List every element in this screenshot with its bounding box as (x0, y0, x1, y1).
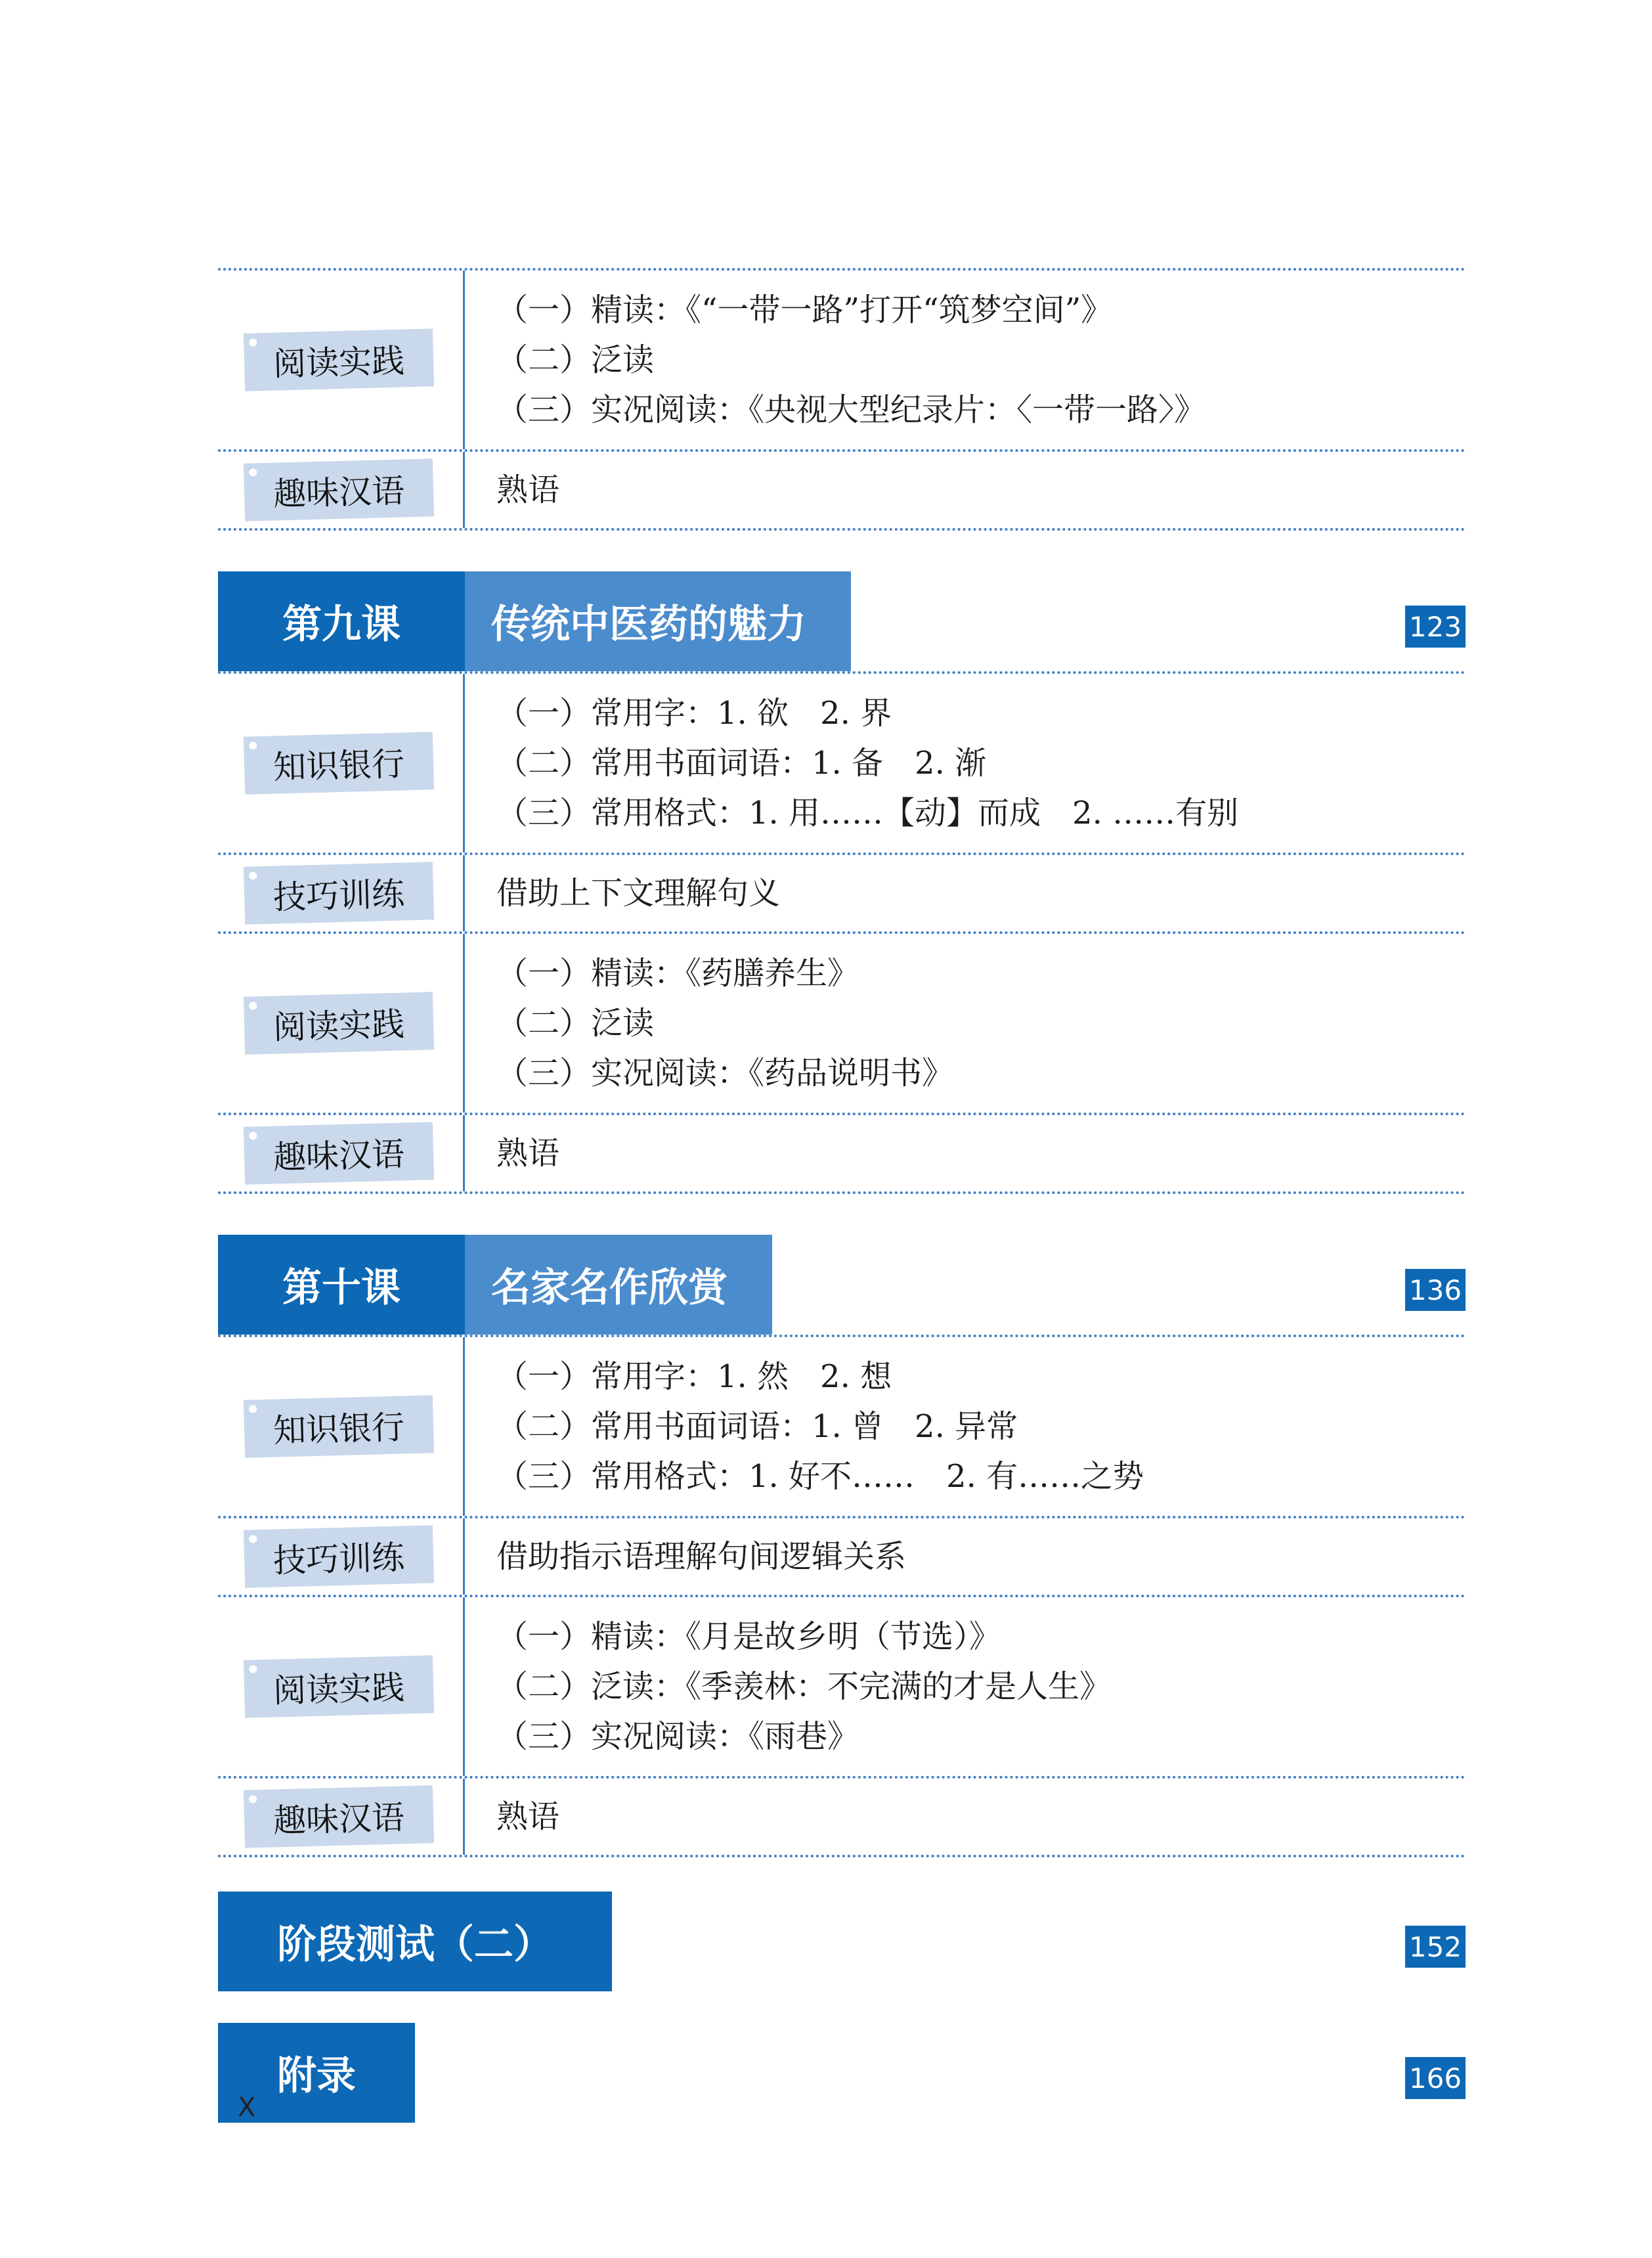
toc-line: 熟语 (496, 1798, 560, 1835)
table-row (218, 268, 1466, 449)
category-tag: 趣味汉语 (244, 458, 434, 521)
section-title[interactable]: 附录 (218, 2023, 415, 2123)
table-of-contents (218, 268, 1466, 2123)
row-content (465, 1518, 1466, 1595)
row-label-cell (218, 1779, 465, 1855)
category-tag: 技巧训练 (244, 1525, 434, 1588)
table-row (218, 1516, 1466, 1595)
toc-line: （一）精读：《“一带一路”打开“筑梦空间”》 (496, 292, 1113, 328)
section-title[interactable]: 阶段测试（二） (218, 1892, 612, 1991)
dot-icon (249, 1132, 257, 1140)
table-row (218, 1595, 1466, 1776)
toc-line: （一）精读：《月是故乡明（节选）》 (496, 1618, 1001, 1655)
row-content (465, 934, 1466, 1113)
appendix-entry[interactable] (218, 2023, 1466, 2123)
dot-icon (249, 1535, 257, 1543)
toc-line: 熟语 (496, 472, 560, 508)
toc-line: （二）泛读 (496, 1005, 655, 1042)
toc-line: （二）常用书面词语：1. 曾 2. 异常 (496, 1408, 1018, 1445)
row-label-cell (218, 1115, 465, 1191)
stage-test-entry[interactable] (218, 1892, 1466, 1991)
category-tag: 趣味汉语 (244, 1122, 434, 1185)
category-tag: 阅读实践 (244, 328, 434, 391)
row-label-cell (218, 855, 465, 931)
row-content (465, 452, 1466, 528)
row-label-cell (218, 452, 465, 528)
row-content (465, 1337, 1466, 1516)
toc-line: （三）常用格式：1. 好不…… 2. 有……之势 (496, 1458, 1144, 1495)
row-content (465, 1779, 1466, 1855)
category-tag: 技巧训练 (244, 862, 434, 925)
category-tag: 趣味汉语 (244, 1785, 434, 1848)
table-row (218, 852, 1466, 931)
toc-line: （三）实况阅读：《药品说明书》 (496, 1055, 954, 1092)
dot-icon (249, 1405, 257, 1413)
dot-icon (249, 742, 257, 749)
page-number-badge[interactable]: 166 (1405, 2057, 1466, 2099)
toc-line: （二）泛读：《季羡林：不完满的才是人生》 (496, 1668, 1112, 1705)
toc-line: （一）常用字：1. 欲 2. 界 (496, 695, 892, 732)
row-content (465, 271, 1466, 449)
dot-icon (249, 872, 257, 879)
row-label-cell (218, 934, 465, 1113)
toc-line: （一）常用字：1. 然 2. 想 (496, 1358, 892, 1395)
page-number-roman: X (238, 2092, 256, 2123)
page-number-badge[interactable]: 123 (1405, 606, 1466, 648)
table-row (218, 1776, 1466, 1857)
row-label-cell (218, 271, 465, 449)
row-content (465, 1115, 1466, 1191)
category-tag: 知识银行 (244, 1395, 434, 1458)
lesson-title[interactable]: 名家名作欣赏 (465, 1235, 772, 1335)
category-tag: 阅读实践 (244, 1655, 434, 1718)
lesson-number: 第九课 (218, 571, 465, 671)
row-label-cell (218, 1597, 465, 1776)
dot-icon (249, 468, 257, 476)
lesson-contents (218, 671, 1466, 1194)
dot-icon (249, 1002, 257, 1009)
toc-line: （三）实况阅读：《央视大型纪录片：〈一带一路〉》 (496, 391, 1206, 428)
dot-icon (249, 338, 257, 346)
row-label-cell (218, 674, 465, 852)
toc-line: （三）实况阅读：《雨巷》 (496, 1718, 859, 1755)
dot-icon (249, 1665, 257, 1673)
page-number-badge[interactable]: 136 (1405, 1269, 1466, 1311)
row-content (465, 1597, 1466, 1776)
toc-line: （二）泛读 (496, 342, 655, 378)
first-block (218, 268, 1466, 531)
toc-line: （一）精读：《药膳养生》 (496, 955, 859, 992)
toc-line: （三）常用格式：1. 用……【动】而成 2. ……有别 (496, 795, 1239, 831)
toc-line: （二）常用书面词语：1. 备 2. 渐 (496, 745, 987, 782)
toc-line: 熟语 (496, 1135, 560, 1172)
toc-line: 借助指示语理解句间逻辑关系 (496, 1538, 907, 1575)
lesson-header[interactable] (218, 571, 1466, 671)
page-number-badge[interactable]: 152 (1405, 1926, 1466, 1968)
row-label-cell (218, 1518, 465, 1595)
table-row (218, 931, 1466, 1113)
dot-icon (249, 1795, 257, 1803)
row-label-cell (218, 1337, 465, 1516)
category-tag: 知识银行 (244, 732, 434, 795)
row-content (465, 674, 1466, 852)
table-row (218, 449, 1466, 531)
table-row (218, 1335, 1466, 1516)
category-tag: 阅读实践 (244, 992, 434, 1055)
lesson-title[interactable]: 传统中医药的魅力 (465, 571, 851, 671)
row-content (465, 855, 1466, 931)
lesson-number: 第十课 (218, 1235, 465, 1335)
table-row (218, 1113, 1466, 1194)
lesson-header[interactable] (218, 1235, 1466, 1335)
lesson-contents (218, 1335, 1466, 1857)
table-row (218, 671, 1466, 852)
toc-line: 借助上下文理解句义 (496, 875, 781, 912)
